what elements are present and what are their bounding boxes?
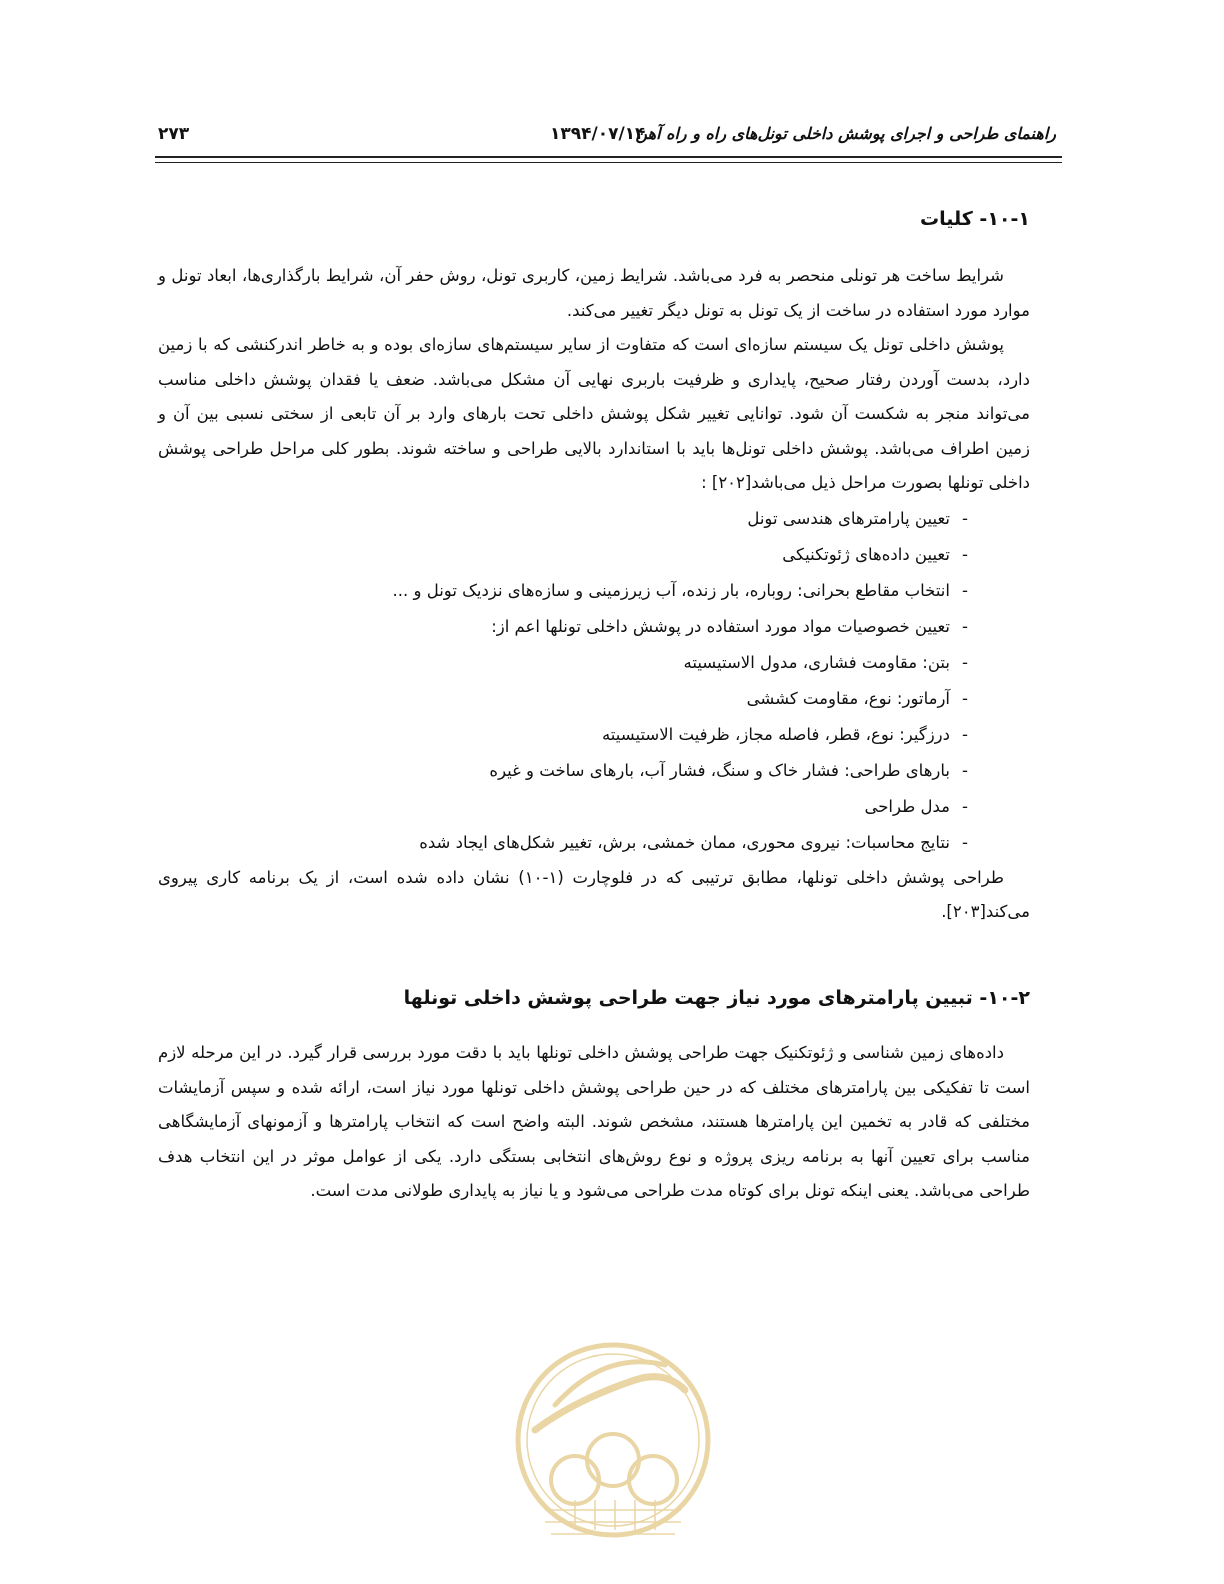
list-dash: -	[962, 616, 968, 636]
page-number: ۲۷۳	[158, 124, 190, 144]
section-2-body	[158, 1036, 1030, 1209]
list-dash: -	[962, 544, 968, 564]
list-item: - تعیین پارامترهای هندسی تونل	[158, 501, 1030, 537]
running-header-title: راهنمای طراحی و اجرای پوشش داخلی تونل‌های راه و راه آهن	[635, 124, 1056, 143]
section-2	[158, 985, 1030, 1011]
section-2-heading: ۱۰-۲- تبیین پارامترهای مورد نیاز جهت طراحی پوشش داخلی تونلها	[403, 987, 1030, 1009]
paragraph: طراحی پوشش داخلی تونلها، مطابق ترتیبی که در فلوچارت (۱-۱۰) نشان داده شده است، از یک برنامه کاری پیروی می‌کند[۲۰۳].	[158, 867, 1030, 921]
list-item: - انتخاب مقاطع بحرانی: روباره، بار زنده، آب زیرزمینی و سازه‌های نزدیک تونل و ...	[158, 573, 1030, 609]
list-item: - درزگیر: نوع، قطر، فاصله مجاز، ظرفیت الاستیسیته	[158, 717, 1030, 753]
paragraph: داده‌های زمین شناسی و ژئوتکنیک جهت طراحی پوشش داخلی تونلها باید با دقت مورد بررسی قرار گیرد. در این مرحله لازم است تا تفکیکی بین پارامترهای مختلف که در حین طراحی پوشش داخلی تونلها مورد نیاز است، ارائه شده و سپس آزمایشات مختلفی که قادر به تخمین این پارامترها هستند، مشخص شوند. البته واضح است که انتخاب پارامترها و آزمونهای آزمایشگاهی مناسب برای تعیین آنها به برنامه ریزی پروژه و نوع روش‌های انتخابی بستگی دارد. یکی از عوامل موثر در این انتخاب هدف طراحی می‌باشد. یعنی اینکه تونل برای کوتاه مدت طراحی می‌شود و یا نیاز به پایداری طولانی مدت است.	[158, 1043, 1030, 1200]
header-rule-thin	[155, 162, 1062, 163]
list-dash: -	[962, 760, 968, 780]
list-item: - تعیین خصوصیات مواد مورد استفاده در پوشش داخلی تونلها اعم از:	[158, 609, 1030, 645]
section-1-heading: ۱۰-۱- کلیات	[920, 208, 1030, 230]
list-item: - تعیین داده‌های ژئوتکنیکی	[158, 537, 1030, 573]
section-1	[158, 206, 1030, 232]
list-dash: -	[962, 508, 968, 528]
paragraph: شرایط ساخت هر تونلی منحصر به فرد می‌باشد. شرایط زمین، کاربری تونل، روش حفر آن، شرایط بارگذاری‌ها، ابعاد تونل و موارد مورد استفاده در ساخت از یک تونل به تونل دیگر تغییر می‌کند.	[158, 266, 1030, 320]
section-1-body	[158, 259, 1030, 930]
design-steps-list	[158, 501, 1030, 861]
list-item: - مدل طراحی	[158, 789, 1030, 825]
list-dash: -	[962, 580, 968, 600]
header-date: ۱۳۹۴/۰۷/۱۴	[550, 124, 646, 144]
list-item: - نتایج محاسبات: نیروی محوری، ممان خمشی، برش، تغییر شکل‌های ایجاد شده	[158, 825, 1030, 861]
list-item: - بتن: مقاومت فشاری، مدول الاستیسیته	[158, 645, 1030, 681]
list-dash: -	[962, 688, 968, 708]
list-dash: -	[962, 832, 968, 852]
header-rule-thick	[155, 156, 1062, 158]
list-item: - آرماتور: نوع، مقاومت کششی	[158, 681, 1030, 717]
list-item: - بارهای طراحی: فشار خاک و سنگ، فشار آب، بارهای ساخت و غیره	[158, 753, 1030, 789]
list-dash: -	[962, 796, 968, 816]
watermark-logo	[515, 1310, 711, 1584]
list-dash: -	[962, 652, 968, 672]
list-dash: -	[962, 724, 968, 744]
paragraph: پوشش داخلی تونل یک سیستم سازه‌ای است که متفاوت از سایر سیستم‌های سازه‌ای بوده و به خاطر اندرکنشی که با زمین دارد، بدست آوردن رفتار صحیح، پایداری و ظرفیت باربری نهایی آن مشکل می‌باشد. ضعف یا فقدان پوشش داخلی مناسب می‌تواند منجر به شکست آن شود. توانایی تغییر شکل پوشش داخلی تحت بارهای وارد بر آن تابعی از سختی نسبی بین آن و زمین اطراف می‌باشد. پوشش داخلی تونل‌ها باید با استاندارد بالایی طراحی و ساخته شوند. بطور کلی مراحل طراحی پوشش داخلی تونلها بصورت مراحل ذیل می‌باشد[۲۰۲] :	[158, 335, 1030, 492]
